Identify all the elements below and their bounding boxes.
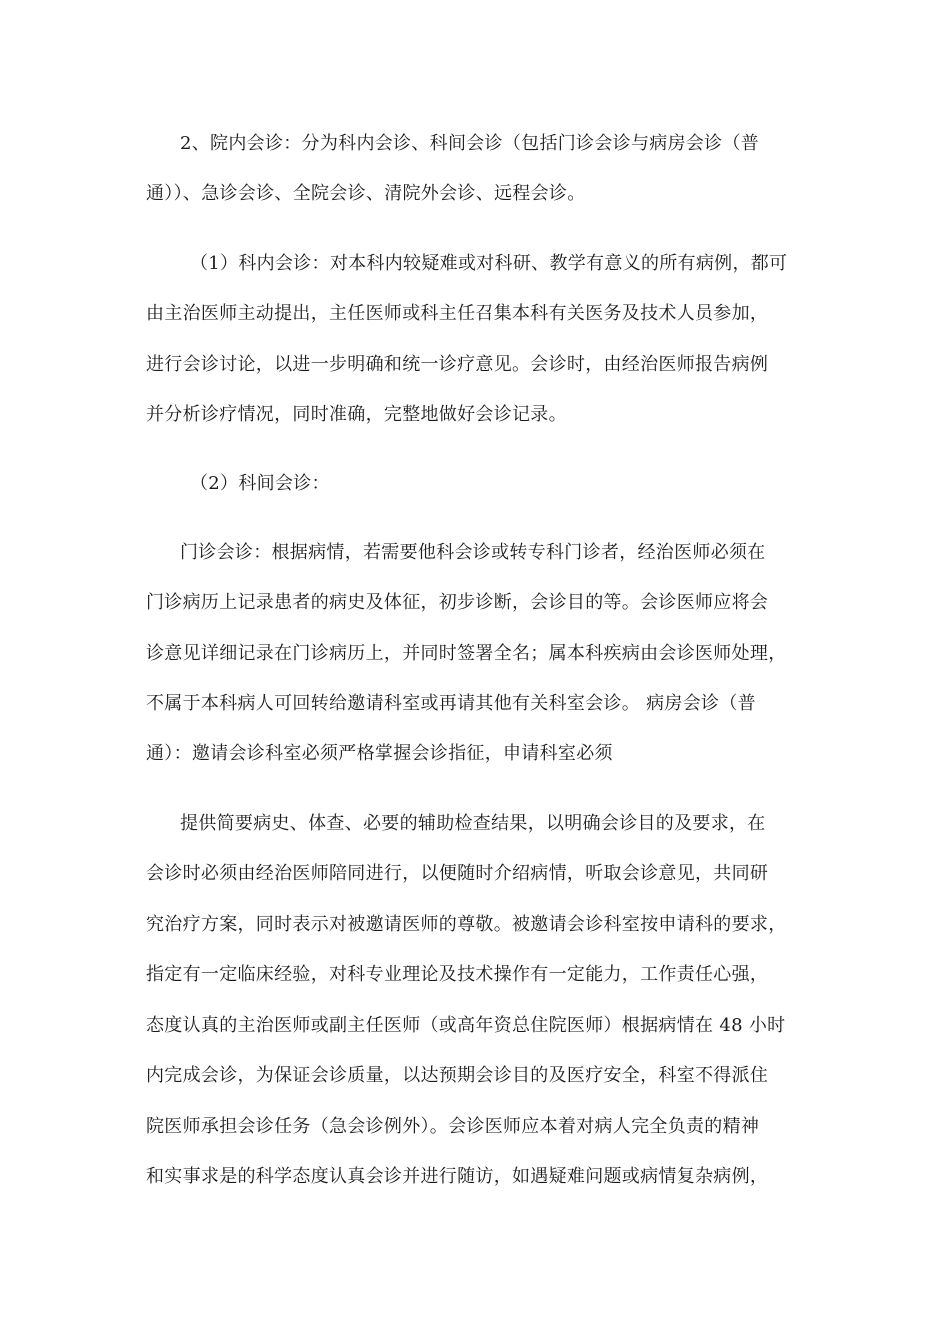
ward-line-6: 内完成会诊，为保证会诊质量，以达预期会诊目的及医疗安全，科室不得派住 xyxy=(146,1065,769,1086)
outpatient-line-4: 不属于本科病人可回转给邀请科室或再请其他有关科室会诊。 病房会诊（普 xyxy=(146,693,756,714)
outpatient-line-1: 门诊会诊：根据病情，若需要他科会诊或转专科门诊者，经治医师必须在 xyxy=(180,542,766,563)
section-2-line-1: 2、院内会诊：分为科内会诊、科间会诊（包括门诊会诊与病房会诊（普 xyxy=(180,133,760,154)
item-1-line-2: 由主治医师主动提出，主任医师或科主任召集本科有关医务及技术人员参加， xyxy=(146,303,769,324)
item-1-line-4: 并分析诊疗情况，同时准确，完整地做好会诊记录。 xyxy=(146,404,567,425)
outpatient-line-3: 诊意见详细记录在门诊病历上，并同时签署全名；属本科疾病由会诊医师处理， xyxy=(146,643,787,664)
outpatient-line-2: 门诊病历上记录患者的病史及体征，初步诊断，会诊目的等。会诊医师应将会 xyxy=(146,592,769,613)
ward-line-1: 提供简要病史、体查、必要的辅助检查结果，以明确会诊目的及要求，在 xyxy=(180,813,766,834)
item-1-line-1: （1）科内会诊：对本科内较疑难或对科研、教学有意义的所有病例，都可 xyxy=(190,253,788,274)
ward-line-8: 和实事求是的科学态度认真会诊并进行随访，如遇疑难问题或病情复杂病例， xyxy=(146,1166,769,1187)
outpatient-line-5: 通）：邀请会诊科室必须严格掌握会诊指征，申请科室必须 xyxy=(146,743,613,764)
ward-line-3: 究治疗方案，同时表示对被邀请医师的尊敬。被邀请会诊科室按申请科的要求， xyxy=(146,914,787,935)
item-1-line-3: 进行会诊讨论，以进一步明确和统一诊疗意见。会诊时，由经治医师报告病例 xyxy=(146,354,769,375)
ward-line-4: 指定有一定临床经验，对科专业理论及技术操作有一定能力，工作责任心强， xyxy=(146,964,769,985)
item-2-heading: （2）科间会诊： xyxy=(190,473,330,494)
section-2-line-2: 通））、急诊会诊、全院会诊、清院外会诊、远程会诊。 xyxy=(146,183,586,204)
ward-line-2: 会诊时必须由经治医师陪同进行，以便随时介绍病情，听取会诊意见，共同研 xyxy=(146,863,769,884)
ward-line-5: 态度认真的主治医师或副主任医师（或高年资总住院医师）根据病情在 48 小时 xyxy=(146,1015,786,1036)
ward-line-7: 院医师承担会诊任务（急会诊例外）。会诊医师应本着对病人完全负责的精神 xyxy=(146,1116,760,1137)
